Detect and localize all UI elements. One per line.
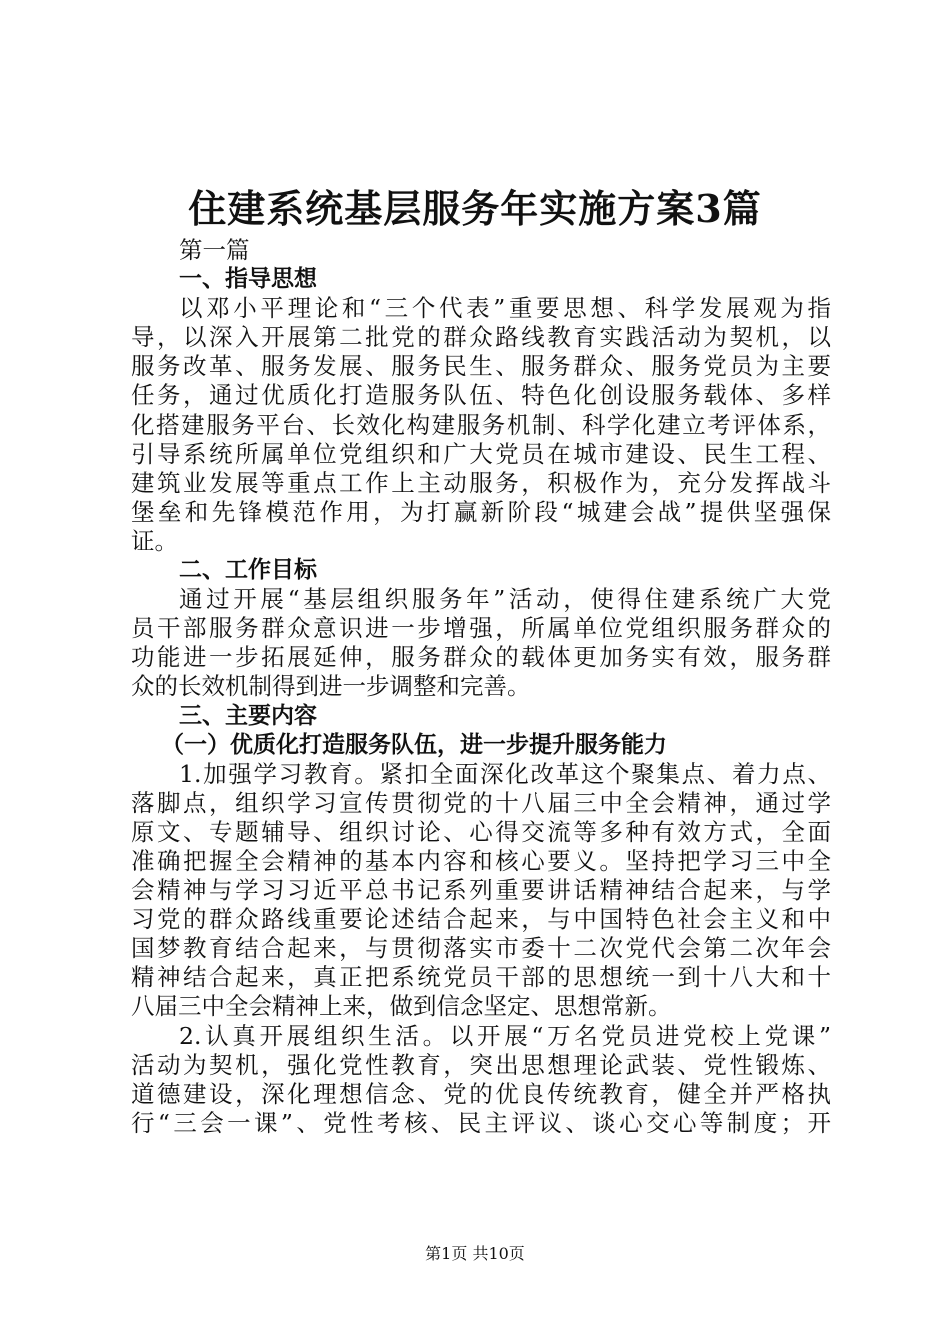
document-body bbox=[131, 236, 831, 1138]
paragraph-line: 国梦教育结合起来，与贯彻落实市委十二次党代会第二次年会 bbox=[131, 934, 831, 963]
paragraph-line: 导，以深入开展第二批党的群众路线教育实践活动为契机，以 bbox=[131, 323, 831, 352]
section-heading-work-goals: 二、工作目标 bbox=[179, 557, 317, 584]
paragraph-line: 服务改革、服务发展、服务民生、服务群众、服务党员为主要 bbox=[131, 352, 831, 381]
paragraph-line: 行“三会一课”、党性考核、民主评议、谈心交心等制度；开 bbox=[131, 1108, 831, 1137]
paragraph-line: 化搭建服务平台、长效化构建服务机制、科学化建立考评体系， bbox=[131, 410, 831, 439]
paragraph-line: 原文、专题辅导、组织讨论、心得交流等多种有效方式，全面 bbox=[131, 817, 831, 846]
page-footer: 第1页 共10页 bbox=[425, 1244, 525, 1263]
paragraph-line: 精神结合起来，真正把系统党员干部的思想统一到十八大和十 bbox=[131, 963, 831, 992]
paragraph-line: 任务，通过优质化打造服务队伍、特色化创设服务载体、多样 bbox=[131, 381, 831, 410]
part-label: 第一篇 bbox=[179, 236, 250, 264]
document-title: 住建系统基层服务年实施方案3篇 bbox=[188, 186, 762, 231]
paragraph-line: 八届三中全会精神上来，做到信念坚定、思想常新。 bbox=[131, 992, 672, 1021]
paragraph-line: 堡垒和先锋模范作用，为打赢新阶段“城建会战”提供坚强保 bbox=[131, 497, 831, 526]
section-heading-guiding-ideology: 一、指导思想 bbox=[179, 266, 317, 293]
paragraph-line: 落脚点，组织学习宣传贯彻党的十八届三中全会精神，通过学 bbox=[131, 788, 831, 817]
paragraph-line: 证。 bbox=[131, 526, 178, 555]
paragraph-line: 活动为契机，强化党性教育，突出思想理论武装、党性锻炼、 bbox=[131, 1050, 831, 1079]
section-heading-main-content: 三、主要内容 bbox=[179, 702, 317, 729]
paragraph-line: 功能进一步拓展延伸，服务群众的载体更加务实有效，服务群 bbox=[131, 643, 831, 672]
paragraph-line: 准确把握全会精神的基本内容和核心要义。坚持把学习三中全 bbox=[131, 846, 831, 875]
paragraph-line: 道德建设，深化理想信念、党的优良传统教育，健全并严格执 bbox=[131, 1079, 831, 1108]
paragraph-line: 建筑业发展等重点工作上主动服务，积极作为，充分发挥战斗 bbox=[131, 468, 831, 497]
paragraph-line: 引导系统所属单位党组织和广大党员在城市建设、民生工程、 bbox=[131, 439, 831, 468]
paragraph-line: 员干部服务群众意识进一步增强，所属单位党组织服务群众的 bbox=[131, 614, 831, 643]
paragraph-line: 通过开展“基层组织服务年”活动，使得住建系统广大党 bbox=[179, 585, 831, 614]
paragraph-line: 众的长效机制得到进一步调整和完善。 bbox=[131, 672, 531, 701]
subsection-heading: （一）优质化打造服务队伍，进一步提升服务能力 bbox=[161, 731, 667, 758]
paragraph-line: 会精神与学习习近平总书记系列重要讲话精神结合起来，与学 bbox=[131, 876, 831, 905]
paragraph-line: 2.认真开展组织生活。以开展“万名党员进党校上党课” bbox=[179, 1021, 831, 1050]
paragraph-line: 以邓小平理论和“三个代表”重要思想、科学发展观为指 bbox=[179, 294, 831, 323]
paragraph-line: 1.加强学习教育。紧扣全面深化改革这个聚集点、着力点、 bbox=[179, 759, 831, 788]
paragraph-line: 习党的群众路线重要论述结合起来，与中国特色社会主义和中 bbox=[131, 905, 831, 934]
